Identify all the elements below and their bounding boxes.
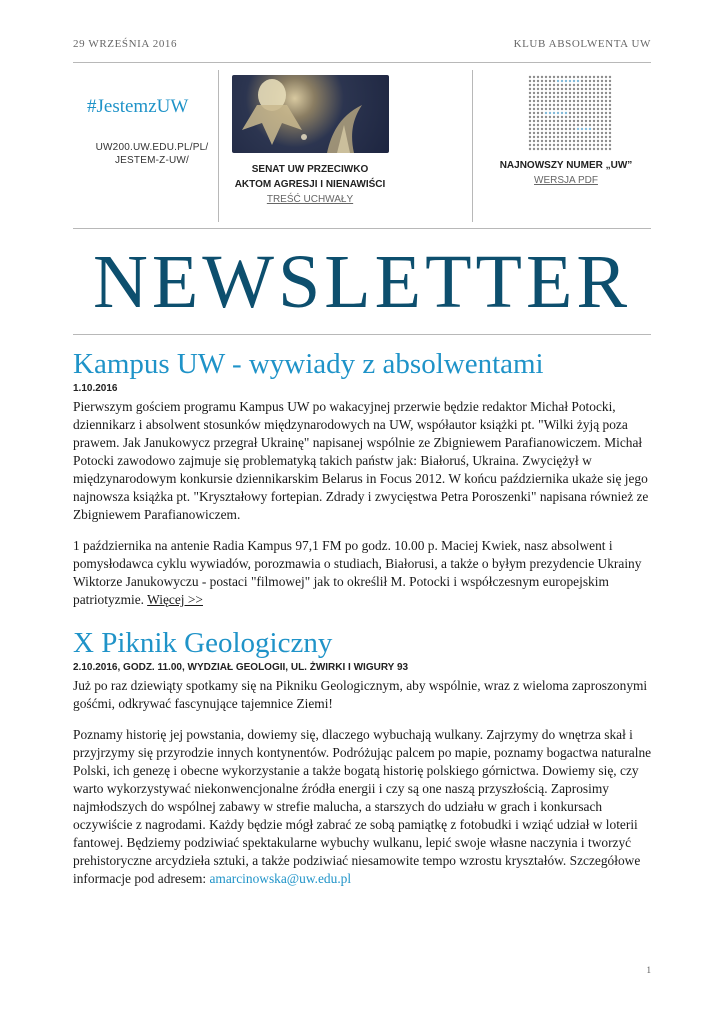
magazine-cover-icon	[528, 75, 613, 153]
article-paragraph: 1 października na antenie Radia Kampus 97,1 FM po godz. 10.00 p. Maciej Kwiek, nasz absolwent i pomysłodawca cyklu wywiadów, porozmawia o studiach, Białorusi, a także o byłym prezydencie Ukrainy Wiktorze Janukowyczu - postaci "filmowej" jak to określił M. Potocki i współczesnym europejskim patriotyzmie. Więcej >>	[73, 538, 642, 607]
article-paragraph: Pierwszym gościem programu Kampus UW po wakacyjnej przerwie będzie redaktor Michał Potocki, dziennikarz i absolwent stosunków międzynarodowych na UW, współautor książki pt. "Wilki żyją poza prawem. Jak Janukowycz przegrał Ukrainę" napisanej wspólnie ze Zbigniewem Parafianowiczem. Michał Potocki zawodowo zajmuje się problematyką takich państw jak: Białoruś, Ukraina. Zwyciężył w międzynarodowym konkursie dziennikarskim Belarus in Focus 2012. W końcu października ukaże się jego najnowsza książka pt. "Kryształowy fortepian. Zdrady i zwycięstwa Petra Poroszenki" napisana również ze Zbigniewem Parafianowiczem.	[73, 399, 649, 522]
title-divider	[73, 334, 651, 335]
resolution-link[interactable]: TREŚĆ UCHWAŁY	[266, 194, 354, 205]
more-link[interactable]: Więcej >>	[147, 592, 203, 607]
hashtag-title[interactable]: #JestemzUW	[87, 96, 189, 117]
header-divider	[73, 62, 651, 63]
article-piknik	[73, 626, 653, 901]
magazine-caption: NAJNOWSZY NUMER „UW” WERSJA PDF	[478, 158, 654, 188]
banner-divider-right	[472, 70, 473, 222]
article-kampus	[73, 347, 653, 622]
magazine-cover-image	[528, 75, 613, 153]
article-date: 1.10.2016	[73, 383, 118, 394]
senat-caption: SENAT UW PRZECIWKO AKTOM AGRESJI I NIENAWIŚCI TREŚĆ UCHWAŁY	[222, 162, 398, 207]
hashtag-url[interactable]: UW200.UW.EDU.PL/PL/ JESTEM-Z-UW/	[95, 142, 209, 166]
banner-bottom-divider	[73, 228, 651, 229]
issue-date: 29 WRZEŚNIA 2016	[73, 38, 178, 50]
banner-divider-left	[218, 70, 219, 222]
pdf-link[interactable]: WERSJA PDF	[534, 175, 598, 186]
senat-eagle-image	[232, 75, 389, 153]
article-paragraph: Poznamy historię jej powstania, dowiemy się, dlaczego wybuchają wulkany. Zajrzymy do wnętrza skał i przyjrzymy się przyrodzie innych kontynentów. Podróżując palcem po mapie, poznamy bogactwa naturalne Polski, ich genezę i obecne wykorzystanie a także bogatą historię polskiego górnictwa. Dowiemy się, czy warto wykorzystywać niekonwencjonalne źródła energii i czy są one naszą przyszłością. Zaprosimy najmłodszych do wspólnej zabawy w strefie malucha, a starszych do udziału w grach i konkursach oczywiście z nagrodami. Każdy będzie mógł zabrać ze sobą pamiątkę z fotobudki i wziąć udział w loterii fantowej. Będziemy podziwiać spektakularne wybuchy wulkanu, lepić swoje własne naczynia i tworzyć prehistoryczne arcydzieła sztuki, a także podziwiać niesamowite tempo wzrostu kryształów. Szczegółowe informacje pod adresem: amarcinowska@uw.edu.pl	[73, 727, 652, 886]
article-heading: X Piknik Geologiczny	[73, 627, 333, 659]
email-link[interactable]: amarcinowska@uw.edu.pl	[209, 871, 352, 886]
article-paragraph: Już po raz dziewiąty spotkamy się na Pikniku Geologicznym, aby wspólnie, wraz z wieloma zaproszonymi gośćmi, odkrywać fascynujące tajemnice Ziemi!	[73, 678, 648, 711]
article-heading: Kampus UW - wywiady z absolwentami	[73, 348, 544, 380]
page-number: 1	[646, 965, 651, 975]
running-header	[73, 38, 651, 50]
eagle-emblem-icon	[232, 75, 389, 153]
organization-name: KLUB ABSOLWENTA UW	[513, 38, 651, 50]
article-date: 2.10.2016, GODZ. 11.00, WYDZIAŁ GEOLOGII, UL. ŻWIRKI I WIGURY 93	[73, 662, 409, 673]
newsletter-title: NEWSLETTER	[92, 240, 632, 324]
